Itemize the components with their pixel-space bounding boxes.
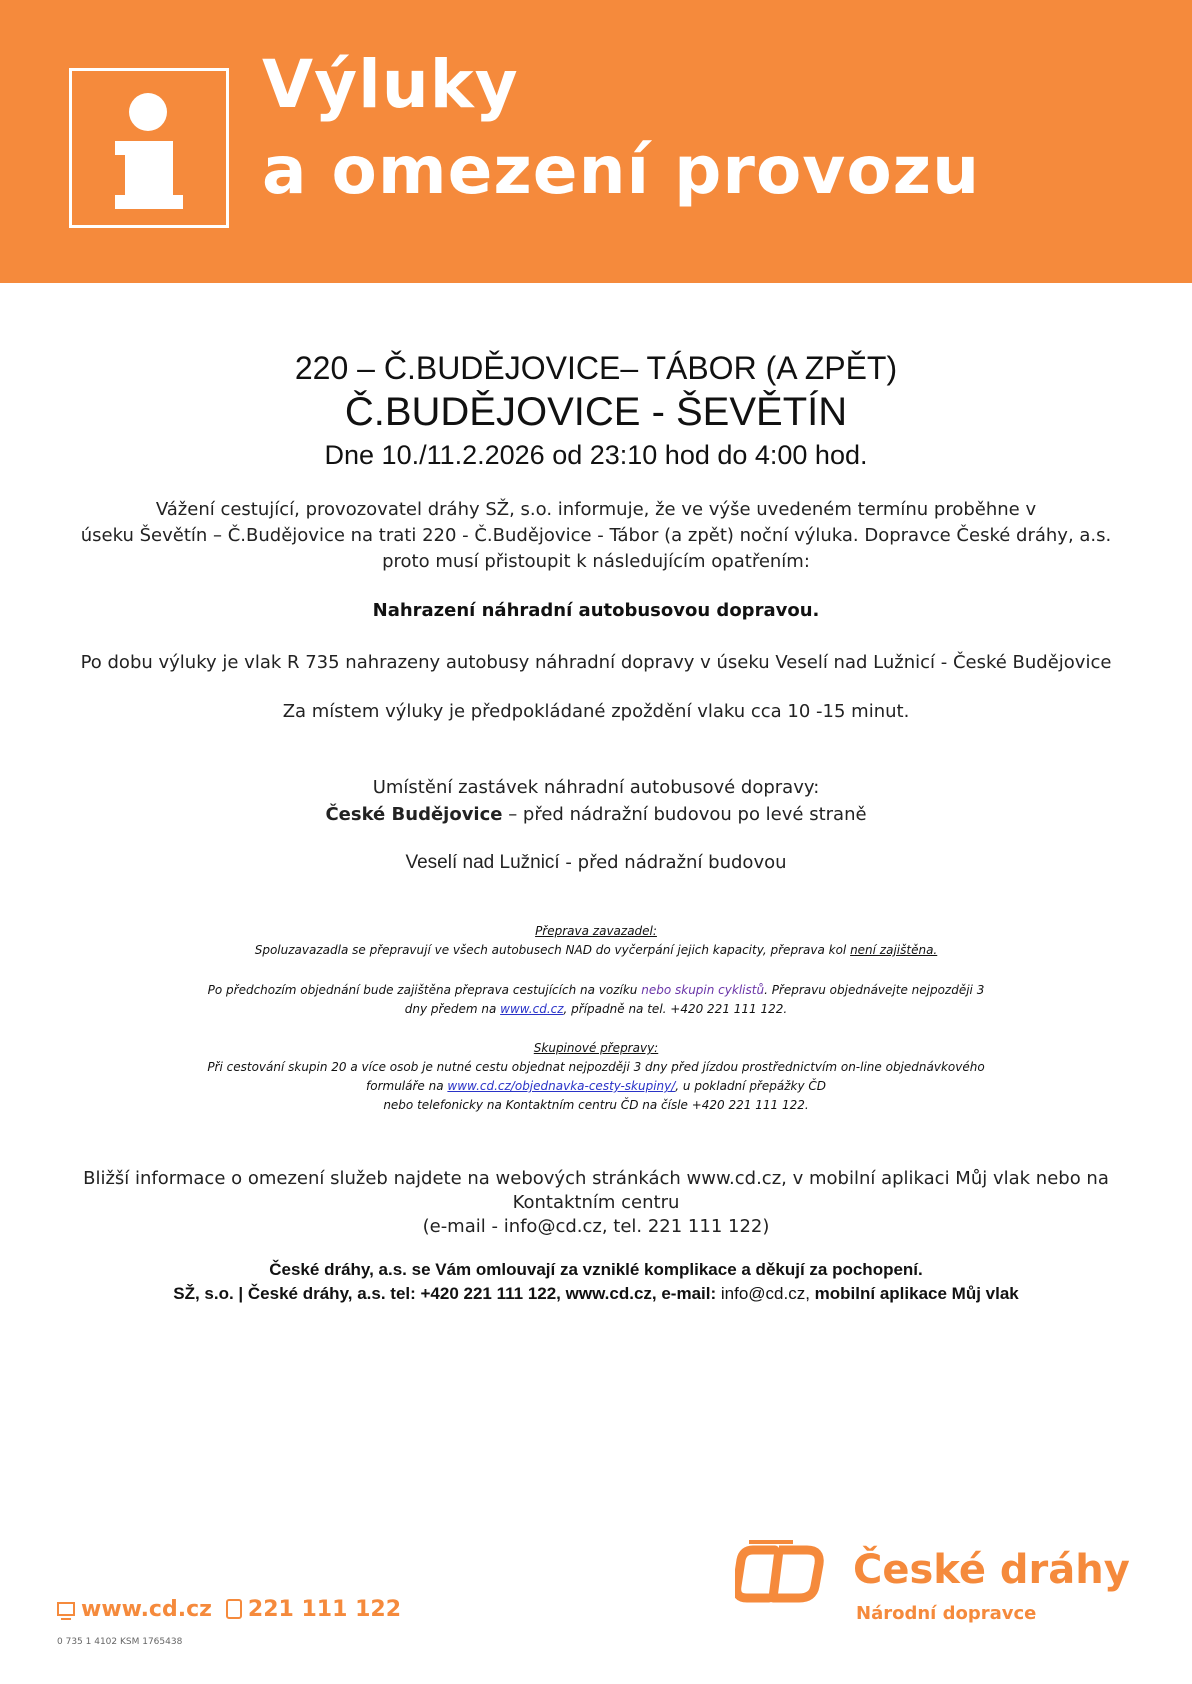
- stop-name: Veselí nad Lužnicí: [405, 852, 560, 873]
- stop-desc: - před nádražní budovou: [559, 852, 787, 873]
- more-info-line: Bližší informace o omezení služeb najdete na webových stránkách www.cd.cz, v mobilní aplikaci Můj vlak nebo na: [83, 1168, 1109, 1189]
- apology-line: České dráhy, a.s. se Vám omlouvají za vzniklé komplikace a děkují za pochopení.: [269, 1260, 923, 1279]
- replacement-text: Po dobu výluky je vlak R 735 nahrazeny autobusy náhradní dopravy v úseku Veselí nad Lužnicí - České Budějovice: [80, 652, 1112, 673]
- more-info-line: (e-mail - info@cd.cz, tel. 221 111 122): [422, 1216, 770, 1237]
- intro-line: úseku Ševětín – Č.Budějovice na trati 220 - Č.Budějovice - Tábor (a zpět) noční výluka. Dopravce České dráhy, a.s.: [80, 525, 1112, 546]
- contact-text-b: mobilní aplikace Můj vlak: [809, 1284, 1019, 1303]
- contact-email: info@cd.cz,: [720, 1284, 810, 1303]
- footer-phone: 221 111 122: [247, 1596, 402, 1622]
- cd-logo-icon: [735, 1538, 825, 1610]
- groups-order-link[interactable]: www.cd.cz/objednavka-cesty-skupiny/: [447, 1079, 676, 1093]
- wheelchair-line: [0, 1000, 1192, 1019]
- wheelchair-text-purple: nebo skupin cyklistů: [641, 983, 765, 997]
- cd-link[interactable]: www.cd.cz: [500, 1002, 564, 1016]
- groups-line: nebo telefonicky na Kontaktním centru ČD na čísle +420 221 111 122.: [383, 1098, 809, 1112]
- apology: [0, 1258, 1192, 1306]
- section-heading: Č.BUDĚJOVICE - ŠEVĚTÍN: [344, 390, 848, 434]
- groups-title: Skupinové přepravy:: [533, 1041, 659, 1055]
- groups-line: [0, 1077, 1192, 1096]
- footer-contacts: [57, 1596, 401, 1622]
- banner-title-line2: a omezení provozu: [262, 132, 981, 209]
- info-icon: [69, 68, 229, 228]
- intro-paragraph: [0, 497, 1192, 575]
- measure-text: Nahrazení náhradní autobusovou dopravou.: [372, 600, 820, 621]
- stop-item: [0, 802, 1192, 828]
- stop-name: České Budějovice: [325, 804, 503, 825]
- wheelchair-line: [0, 981, 1192, 1000]
- computer-icon: [57, 1602, 75, 1616]
- stop-desc: – před nádražní budovou po levé straně: [502, 804, 867, 825]
- more-info-line: Kontaktním centru: [512, 1192, 680, 1213]
- intro-line: Vážení cestující, provozovatel dráhy SŽ, s.o. informuje, že ve výše uvedeném termínu proběhne v: [155, 499, 1037, 520]
- groups-text-a: formuláře na: [366, 1079, 448, 1093]
- more-info: [0, 1167, 1192, 1239]
- route-heading: 220 – Č.BUDĚJOVICE– TÁBOR (A ZPĚT): [294, 350, 898, 386]
- date-heading: Dne 10./11.2.2026 od 23:10 hod do 4:00 hod.: [324, 440, 868, 470]
- groups-line: Při cestování skupin 20 a více osob je nutné cestu objednat nejpozději 3 dny před jízdou prostřednictvím on-line objednávkového: [207, 1060, 985, 1074]
- brand-name: České dráhy: [853, 1547, 1130, 1593]
- wheelchair-text-d: , případně na tel. +420 221 111 122.: [563, 1002, 788, 1016]
- brand-subtitle: Národní dopravce: [856, 1603, 1037, 1624]
- luggage-note: [0, 922, 1192, 960]
- intro-line: proto musí přistoupit k následujícím opatřením:: [382, 551, 810, 572]
- header-banner: [0, 0, 1192, 283]
- contact-line: [0, 1282, 1192, 1306]
- footer-web[interactable]: www.cd.cz: [81, 1596, 212, 1622]
- wheelchair-text-b: . Přepravu objednávejte nejpozději 3: [764, 983, 985, 997]
- delay-text: Za místem výluky je předpokládané zpoždění vlaku cca 10 -15 minut.: [282, 701, 910, 722]
- luggage-title: Přeprava zavazadel:: [535, 924, 657, 938]
- luggage-text-b: není zajištěna.: [850, 943, 938, 957]
- phone-icon: [226, 1599, 242, 1619]
- banner-title: [262, 42, 980, 214]
- footer-code: 0 735 1 4102 KSM 1765438: [57, 1637, 183, 1647]
- groups-text-b: , u pokladní přepážky ČD: [675, 1079, 826, 1093]
- wheelchair-text-c: dny předem na: [404, 1002, 501, 1016]
- luggage-text: [0, 941, 1192, 960]
- banner-title-line1: Výluky: [262, 46, 519, 123]
- stops-title: Umístění zastávek náhradní autobusové dopravy:: [372, 777, 820, 798]
- wheelchair-note: [0, 981, 1192, 1019]
- groups-note: [0, 1039, 1192, 1115]
- wheelchair-text-a: Po předchozím objednání bude zajištěna přeprava cestujících na vozíku: [207, 983, 642, 997]
- luggage-text-a: Spoluzavazadla se přepravují ve všech autobusech NAD do vyčerpání jejich kapacity, přeprava kol: [254, 943, 851, 957]
- contact-text-a: SŽ, s.o. | České dráhy, a.s. tel: +420 221 111 122, www.cd.cz, e-mail:: [173, 1284, 721, 1303]
- stop-item: [0, 850, 1192, 876]
